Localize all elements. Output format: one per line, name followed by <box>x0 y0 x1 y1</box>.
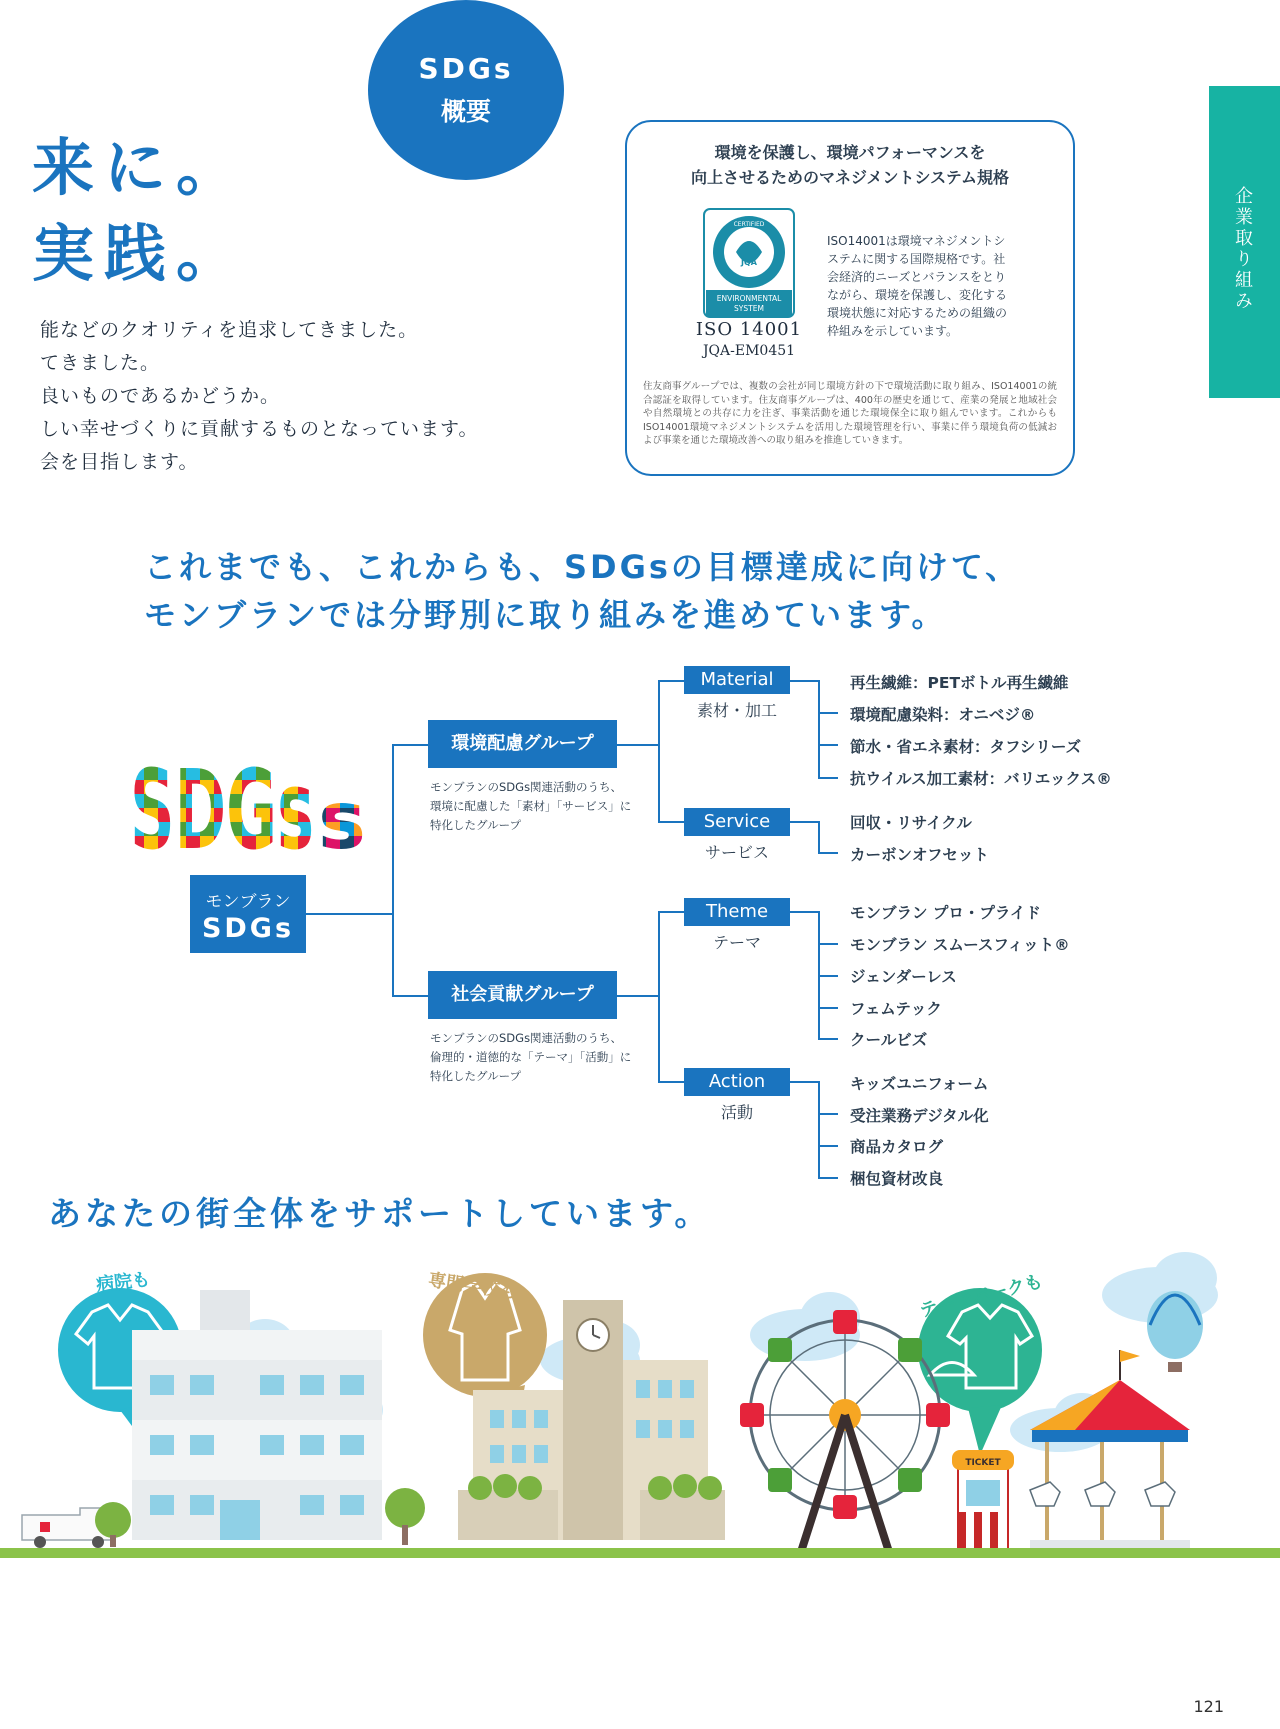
item-femtech: フェムテック <box>850 1000 942 1018</box>
group-desc-environment <box>430 778 640 835</box>
label-theme-park: テーマパークも <box>917 1271 1045 1322</box>
iso-registration: JQA-EM0451 <box>702 343 796 359</box>
headline <box>32 125 248 297</box>
intro-line: てきました。 <box>40 352 161 374</box>
iso-title <box>627 140 1073 190</box>
ticket-booth-icon <box>952 1450 1014 1550</box>
connector <box>392 744 428 746</box>
item-catalog: 商品カタログ <box>850 1138 944 1156</box>
root-box-montblanc-sdgs <box>190 875 306 953</box>
iso-standard-name: ISO 14001 <box>695 319 803 340</box>
connector <box>818 975 838 977</box>
side-tab-corporate-initiatives[interactable] <box>1209 86 1280 398</box>
connector <box>658 1081 684 1083</box>
intro-text <box>40 314 478 479</box>
item-antiviral: 抗ウイルス加工素材：バリエックス® <box>850 770 1112 788</box>
connector <box>658 680 684 682</box>
group-box-environment: 環境配慮グループ <box>428 720 617 768</box>
svg-text:ENVIRONMENTAL: ENVIRONMENTAL <box>716 294 782 303</box>
intro-line: 良いものであるかどうか。 <box>40 385 281 407</box>
iso-title-line2: 向上させるためのマネジメントシステム規格 <box>691 168 1009 187</box>
connector <box>818 852 838 854</box>
intro-line: 能などのクオリティを追求してきました。 <box>40 319 419 341</box>
connector <box>658 821 684 823</box>
group-desc-line: モンブランのSDGs関連活動のうち、 <box>430 1031 623 1045</box>
item-recycle: 回収・リサイクル <box>850 814 972 832</box>
connector <box>658 911 660 1083</box>
jqa-certified-logo-icon <box>703 208 795 318</box>
item-carbon-offset: カーボンオフセット <box>850 846 989 864</box>
hot-air-balloon-icon <box>1147 1291 1203 1372</box>
badge-line1: SDGs <box>418 52 514 85</box>
connector <box>818 821 820 854</box>
sdgs-colorful-logo-icon <box>130 752 370 854</box>
page-number: 121 <box>1193 1697 1224 1716</box>
connector <box>818 744 838 746</box>
svg-text:SYSTEM: SYSTEM <box>734 304 764 313</box>
iso-fine-print: 住友商事グループでは、複数の会社が同じ環境方針の下で環境活動に取り組み、ISO14001の統合認証を取得しています。住友商事グループは、400年の歴史を通じて、産業の発展と地域社会や自然環境との共存に力を注ぎ、事業活動を通じた環境保全に取り組んでいます。これからもISO14001環境マネジメントシステムを活用した環境管理を行い、事業に伴う環境負荷の低減および事業を通じた環境改善への取り組みを推進していきます。 <box>643 381 1057 446</box>
sdgs-overview-badge <box>368 0 564 180</box>
connector <box>818 1007 838 1009</box>
connector <box>818 777 838 779</box>
connector <box>790 1081 820 1083</box>
group-desc-line: 倫理的・道徳的な「テーマ」「活動」に <box>430 1050 632 1064</box>
svg-text:TICKET: TICKET <box>965 1458 1001 1468</box>
label-vocational-school: 専門学校も <box>426 1269 519 1304</box>
connector <box>818 1177 838 1179</box>
side-tab-label: 企業取り組み <box>1232 186 1253 312</box>
headline-line1: 来に。 <box>32 131 249 204</box>
category-tag-service: Service <box>684 808 790 836</box>
connector <box>658 680 660 823</box>
category-jp-service: サービス <box>704 843 769 862</box>
connector <box>818 1145 838 1147</box>
town-illustration <box>0 1250 1280 1630</box>
group-desc-line: 特化したグループ <box>430 818 522 832</box>
category-jp-theme: テーマ <box>712 933 761 952</box>
iso-14001-box <box>625 120 1075 476</box>
category-tag-theme: Theme <box>684 898 790 926</box>
badge-line2: 概要 <box>440 97 491 126</box>
item-order-digital: 受注業務デジタル化 <box>850 1107 989 1125</box>
label-hospital: 病院も <box>95 1269 152 1296</box>
group-box-social: 社会貢献グループ <box>428 971 617 1019</box>
root-label-line2: SDGs <box>201 913 295 944</box>
group-desc-line: 特化したグループ <box>430 1069 522 1083</box>
ferris-wheel-icon <box>740 1310 950 1555</box>
connector <box>658 911 684 913</box>
category-tag-material: Material <box>684 666 790 694</box>
group-desc-social <box>430 1029 640 1086</box>
item-pro-pride: モンブラン プロ・プライド <box>850 904 1041 922</box>
svg-text:JQA: JQA <box>741 258 757 267</box>
group-desc-line: 環境に配慮した「素材」「サービス」に <box>430 799 632 813</box>
svg-text:CERTIFIED: CERTIFIED <box>733 221 765 228</box>
root-label-line1: モンブラン <box>205 892 291 912</box>
lead-line1: これまでも、これからも、SDGsの目標達成に向けて、 <box>144 548 1021 586</box>
connector <box>392 744 394 997</box>
town-title: あなたの街全体をサポートしています。 <box>48 1194 712 1233</box>
headline-line2: 実践。 <box>32 217 249 290</box>
item-packaging: 梱包資材改良 <box>850 1170 944 1188</box>
connector <box>818 1038 838 1040</box>
connector <box>818 1081 820 1179</box>
iso-standard <box>682 319 816 359</box>
category-jp-material: 素材・加工 <box>696 701 777 720</box>
connector <box>392 995 428 997</box>
connector <box>818 712 838 714</box>
item-recycled-fiber: 再生繊維：PETボトル再生繊維 <box>850 674 1069 692</box>
item-genderless: ジェンダーレス <box>850 968 957 986</box>
intro-line: 会を目指します。 <box>40 451 199 473</box>
category-tag-action: Action <box>684 1068 790 1096</box>
group-desc-line: モンブランのSDGs関連活動のうち、 <box>430 780 623 794</box>
connector <box>790 680 820 682</box>
connector <box>790 911 820 913</box>
intro-line: しい幸せづくりに貢献するものとなっています。 <box>40 418 479 440</box>
connector <box>818 1113 838 1115</box>
item-eco-dye: 環境配慮染料：オニベジ® <box>850 706 1036 724</box>
sdgs-logo-letters: SDGs <box>130 752 314 854</box>
connector <box>818 943 838 945</box>
iso-description: ISO14001は環境マネジメントシステムに関する国際規格です。社会経済的ニーズとバランスをとりながら、環境を保護し、変化する環境状態に対応するための組織の枠組みを示しています。 <box>827 234 1008 338</box>
sdgs-logo-s: s <box>318 774 366 854</box>
connector <box>617 744 659 746</box>
category-jp-action: 活動 <box>720 1103 753 1122</box>
item-water-saving: 節水・省エネ素材：タフシリーズ <box>850 738 1082 756</box>
item-kids-uniform: キッズユニフォーム <box>850 1075 989 1093</box>
connector <box>818 680 820 779</box>
item-coolbiz: クールビズ <box>850 1031 928 1049</box>
item-smooth-fit: モンブラン スムースフィット® <box>850 936 1070 954</box>
connector <box>617 995 659 997</box>
iso-title-line1: 環境を保護し、環境パフォーマンスを <box>714 143 986 162</box>
connector <box>306 913 392 915</box>
lead-line2: モンブランでは分野別に取り組みを進めています。 <box>144 596 947 634</box>
connector <box>790 821 820 823</box>
